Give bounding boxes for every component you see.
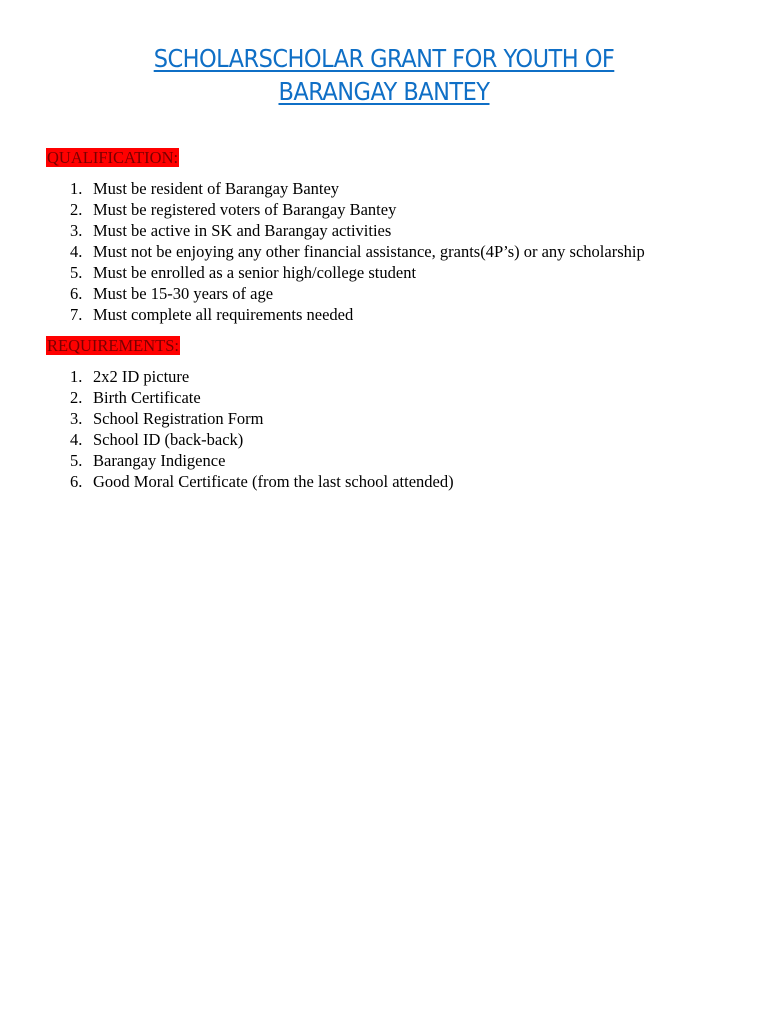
list-item-text: Must be 15-30 years of age bbox=[93, 284, 274, 303]
list-item-number: 3. bbox=[70, 221, 83, 240]
qualification-heading: QUALIFICATION: bbox=[47, 148, 179, 167]
list-item-text: Birth Certificate bbox=[93, 388, 201, 407]
list-item-text: Must be enrolled as a senior high/college student bbox=[93, 263, 417, 282]
list-item-text: School ID (back-back) bbox=[93, 430, 244, 449]
list-item-text: Must be registered voters of Barangay Bantey bbox=[93, 200, 397, 219]
title-line-1: SCHOLARSCHOLAR GRANT FOR YOUTH OF bbox=[153, 44, 615, 73]
list-item-text: Must be active in SK and Barangay activities bbox=[93, 221, 392, 240]
list-item-text: Must be resident of Barangay Bantey bbox=[93, 179, 340, 198]
list-item-number: 4. bbox=[70, 242, 83, 261]
requirements-heading: REQUIREMENTS: bbox=[47, 336, 179, 355]
list-item-number: 1. bbox=[70, 179, 83, 198]
list-item-text: 2x2 ID picture bbox=[93, 367, 190, 386]
list-item-number: 4. bbox=[70, 430, 83, 449]
list-item-number: 6. bbox=[70, 472, 83, 491]
list-item-text: School Registration Form bbox=[93, 409, 264, 428]
list-item-number: 5. bbox=[70, 451, 83, 470]
document-title bbox=[38, 42, 729, 108]
list-item-text: Must not be enjoying any other financial assistance, grants(4P’s) or any scholarship bbox=[93, 242, 645, 261]
list-item-text: Good Moral Certificate (from the last school attended) bbox=[93, 472, 454, 491]
list-item-number: 1. bbox=[70, 367, 83, 386]
title-line-2: BARANGAY BANTEY bbox=[278, 77, 490, 106]
list-item-number: 3. bbox=[70, 409, 83, 428]
list-item-text: Barangay Indigence bbox=[93, 451, 226, 470]
list-item-number: 6. bbox=[70, 284, 83, 303]
list-item-text: Must complete all requirements needed bbox=[93, 305, 354, 324]
list-item-number: 5. bbox=[70, 263, 83, 282]
list-item-number: 7. bbox=[70, 305, 83, 324]
list-item-number: 2. bbox=[70, 388, 83, 407]
list-item-number: 2. bbox=[70, 200, 83, 219]
